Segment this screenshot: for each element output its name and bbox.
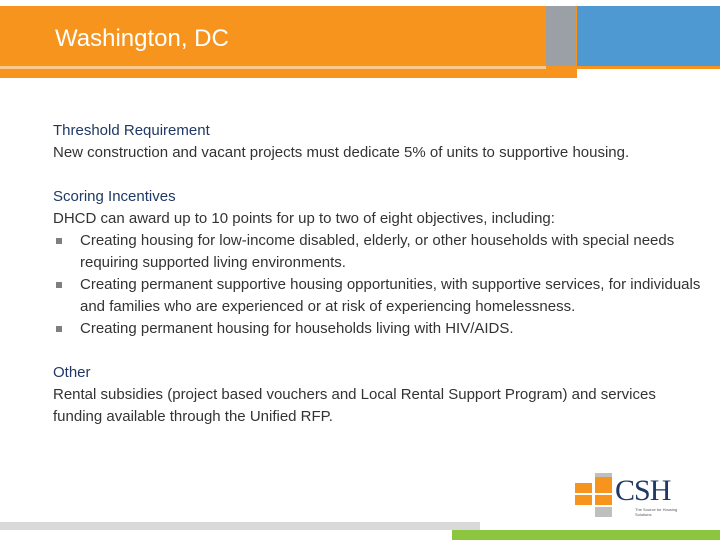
list-item-text: Creating permanent housing for households living with HIV/AIDS. xyxy=(80,320,514,337)
bullet-square-icon xyxy=(56,282,62,288)
header-gray-block xyxy=(546,6,576,66)
bullet-list xyxy=(53,230,703,340)
footer-green-bar xyxy=(452,530,720,540)
section-text: Rental subsidies (project based vouchers and Local Rental Support Program) and services funding available through the Unified RFP. xyxy=(53,386,656,425)
bullet-square-icon xyxy=(56,238,62,244)
csh-logo xyxy=(575,473,685,519)
footer-gray-bar xyxy=(0,522,480,530)
section-heading: Scoring Incentives xyxy=(53,188,176,205)
csh-logo-icon xyxy=(575,473,615,517)
bullet-square-icon xyxy=(56,326,62,332)
header-blue-block xyxy=(577,6,720,69)
list-item-text: Creating housing for low-income disabled, elderly, or other households with special needs requiring supported living environments. xyxy=(80,232,675,271)
list-item xyxy=(53,318,703,340)
slide-title: Washington, DC xyxy=(55,25,229,52)
section-scoring xyxy=(53,186,703,340)
section-heading: Other xyxy=(53,364,91,381)
list-item xyxy=(53,230,703,274)
list-item-text: Creating permanent supportive housing opportunities, with supportive services, for individuals and families who are experienced or at risk of experiencing homelessness. xyxy=(80,276,701,315)
header-accent-line xyxy=(546,66,720,69)
section-text: DHCD can award up to 10 points for up to two of eight objectives, including: xyxy=(53,210,555,227)
list-item xyxy=(53,274,703,318)
section-threshold xyxy=(53,120,703,164)
section-other xyxy=(53,362,703,428)
logo-tagline: The Source for Housing Solutions xyxy=(635,507,678,517)
section-text: New construction and vacant projects must dedicate 5% of units to supportive housing. xyxy=(53,144,630,161)
logo-wordmark: CSH xyxy=(615,474,671,507)
slide-body xyxy=(53,120,703,450)
section-heading: Threshold Requirement xyxy=(53,122,210,139)
header-stripe xyxy=(0,66,546,69)
